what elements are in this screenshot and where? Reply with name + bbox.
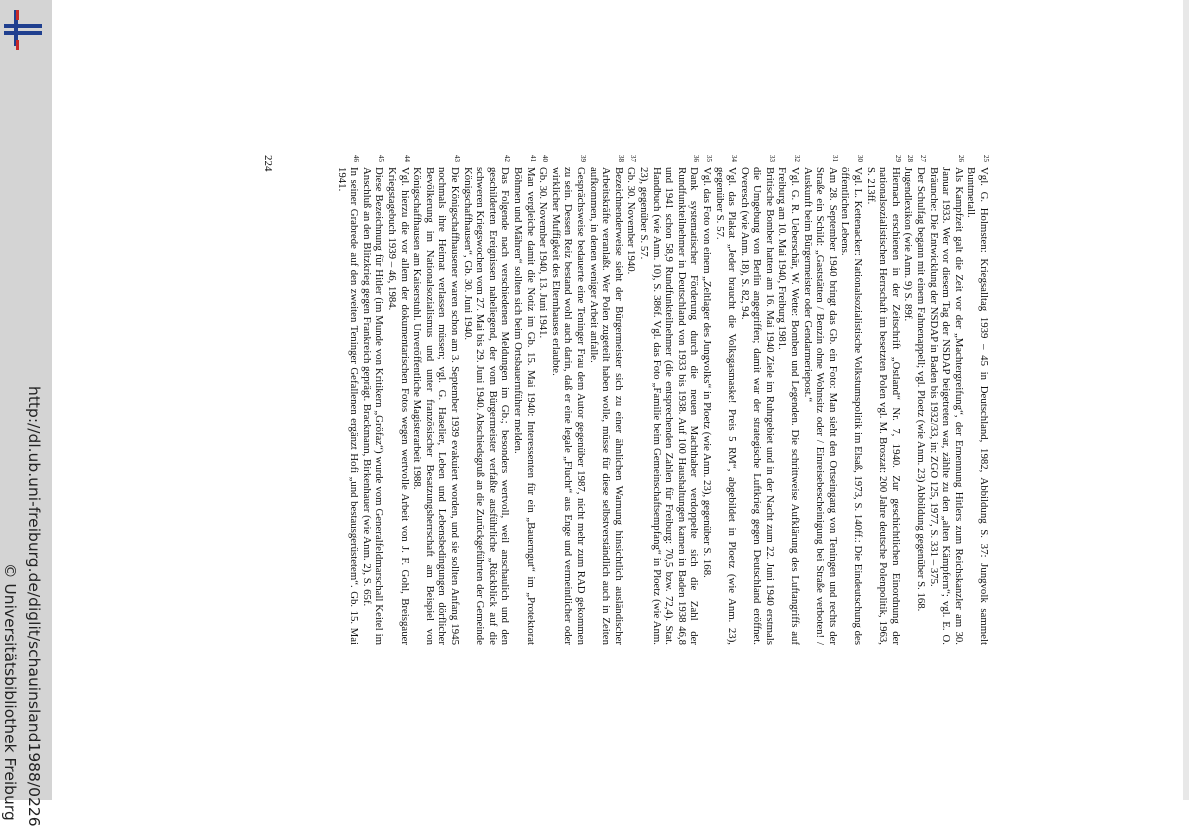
footnote-text: Vgl. hierzu die vor allem der dokumentarischen Fotos wegen wertvolle Arbeit von J. F. Gohl, Breisgauer Kriegstagebuch 1939 – 46, 1984. xyxy=(386,167,411,645)
footnote xyxy=(335,155,360,645)
footnote-text: Der Schulfag begann mit einem Fahnenappell; vgl. Ploetz (wie Anm. 23) Abbildung gegenüber S. 168. xyxy=(915,167,928,612)
footnote xyxy=(461,155,511,645)
footnote xyxy=(700,155,713,645)
footnote-number: 42 xyxy=(503,155,512,162)
footnote-number: 30 xyxy=(856,155,865,162)
footnote-number: 39 xyxy=(579,155,587,162)
footnote-number: 36 xyxy=(692,155,701,162)
footnote-number: 33 xyxy=(767,155,776,162)
footnote-text: In seiner Grabrede auf den zweiten Teninger Gefallenen ergänzt Hofi „und bestausgerüstetem“. Gb. 15. Mai 1941. xyxy=(335,167,361,645)
footnote-number: 27 xyxy=(919,155,928,162)
footnote-number: 45 xyxy=(377,155,386,162)
footnote-text: Vgl. das Plakat „Jeder braucht die Volksgasmaske! Preis 5 RM“, abgebildet in Ploetz (wie Anm. 23), gegenüber S. 57. xyxy=(713,167,739,645)
footnote-number: 37 xyxy=(629,155,638,162)
footnote xyxy=(360,155,385,645)
footnote-text: Vgl. L. Kettenacker: Nationalsozialistische Volkstumspolitik im Elsaß, 1973, S. 140ff.: Die Eindeutschung des öffentlichen Lebens. xyxy=(839,167,865,645)
footnote-number: 28 xyxy=(906,155,915,162)
copyright-text: © Universitätsbibliothek Freiburg xyxy=(1,563,19,821)
footnote xyxy=(587,155,625,645)
footnote xyxy=(776,155,801,645)
footnote-number: 43 xyxy=(453,155,462,162)
footnote xyxy=(549,155,587,645)
footnote-text: Man vergleiche damit die Notiz im Gb. 15. Mai 1940: Interessenten für ein „Bauerngut“ im „Protektorat Böhmen und Mähren“ sollten sich beim Ortsbauernführer melden. xyxy=(512,167,537,645)
footnote-text: Diese Bezeichnung für Hitler (im Munde von Kritikern „Gröfaz“) wurde vom Generalfeldmarschall Keitel im Anschluß an den Blitzkrieg gegen Frankreich geprägt. Brackmann, Birkenhauer (wie Anm. 2), S. 65f. xyxy=(360,167,386,645)
footnote xyxy=(965,155,990,645)
source-url-text[interactable]: http://dl.ub.uni-freiburg.de/diglit/schauinsland1988/0226 xyxy=(25,386,43,827)
university-library-logo xyxy=(0,4,46,52)
footnote xyxy=(537,155,550,645)
footnote xyxy=(713,155,738,645)
footnote xyxy=(839,155,864,645)
footnote-number: 40 xyxy=(541,155,550,162)
footnote-text: Gesprächsweise bedauerte eine Teninger Frau dem Autor gegenüber 1987, nicht mehr zum RAD gekommen zu sein. Dessen Reiz bestand wohl auch darin, daß er eine legale „Flucht“ aus Enge und vermeintlicher oder wirklicher Muffigkeit des Elternhauses erlaubte. xyxy=(549,167,587,645)
footnote-text: Gb. 30. November 1940, 13. Juni 1941. xyxy=(537,167,550,339)
footnote-text: Vgl. das Foto von einem „Zeltlager des Jungvolks“ in Ploetz (wie Anm. 23), gegenüber S. 168. xyxy=(700,167,713,578)
footnote-number: 32 xyxy=(793,155,802,162)
footnote-text: Das Folgende nach verschiedenen Meldungen im Gb.; besonders wertvoll, weil anschaulich und den geschilderten Ereignissen naheliegend, der vom Bürgermeister verfaßte ausführliche „Rückblick auf die schweren Kriegswochen vom 27. Mai bis 29. Juni 1940. Abschiedsgruß an die Zurückgeführten der Gemeinde Königschaffhausen“, Gb. 30. Juni 1940. xyxy=(461,167,512,645)
footnote xyxy=(511,155,536,645)
footnote xyxy=(864,155,902,645)
footnote xyxy=(738,155,776,645)
footnote-text: Die Königschaffhausener waren schon am 3. September 1939 evakuiert worden, und sie sollten Anfang 1945 nochmals ihre Heimat verlassen müssen; vgl. G. Haselier, Leben und Lebensbedingungen dörflicher Bevölkerung im Nationalsozialismus und unter französischer Besatzungsherrschaft am Beispiel von Königschaffhausen am Kaiserstuhl. Unveröffentliche Magisterarbeit 1988. xyxy=(411,167,462,645)
footnote-number: 29 xyxy=(893,155,902,162)
footnote-text: Jugendlexikon (wie Anm. 9) S. 89f. xyxy=(902,167,915,322)
page-number: 224 xyxy=(262,155,274,172)
footnote-list xyxy=(335,155,990,645)
footnote-text: Vgl. G. Holmsten: Kriegsalltag 1939 – 45 in Deutschland, 1982, Abbildung S. 37: Jungvolk sammelt Buntmetall. xyxy=(965,167,990,645)
footnote-number: 26 xyxy=(956,155,965,162)
footnote-number: 38 xyxy=(616,155,625,162)
footnote-text: Als Kampfzeit galt die Zeit vor der „Machtergreifung“, der Ernennung Hitlers zum Reichskanzler am 30. Januar 1933. Wer vor diesem Tag der NSDAP beigetreten war, zählte zu den „alten Kämpfern“; vgl. E. O. Bräunche: Die Entwicklung der NSDAP in Baden bis 1932/33, in: ZGO 125, 1977, S. 331 – 375. xyxy=(927,167,965,645)
footnote-number: 31 xyxy=(830,155,839,162)
footnote xyxy=(386,155,411,645)
scrollbar-track[interactable] xyxy=(1183,0,1189,800)
footnote-number: 46 xyxy=(352,155,361,162)
footnote-number: 25 xyxy=(982,155,990,162)
footnote-text: Gb. 30. November 1940. xyxy=(625,167,638,275)
footnote xyxy=(625,155,638,645)
footnote-text: Bezeichnenderweise sieht der Bürgermeister sich zu einer ähnlichen Warnung hinsichtlich ausländischer Arbeitskräfte veranlaßt. Wer Polen zugeteilt haben wolle, müsse für diese selbstverständlich auch in Zeiten aufkommen, in denen weniger Arbeit anfalle. xyxy=(587,167,625,645)
footnote-text: Am 28. September 1940 bringt das Gb. ein Foto: Man sieht den Ortseingang von Teningen und rechts der Straße ein Schild: „Gaststätten / Benzin ohne Wohnsitz oder / Einreisebescheinigung bei Straße verboten! / Auskunft beim Bürgermeister oder Gendarmeriepost.“ xyxy=(801,167,839,645)
footnote-text: Britische Bomber hatten am 16. Mai 1940 Ziele im Ruhrgebiet und in der Nacht zum 22. Juni 1940 erstmals die Umgebung von Berlin angegriffen; damit war der strategische Luftkrieg gegen Deutschland eröffnet. Overesch (wie Anm. 18), S. 82, 94. xyxy=(738,167,776,645)
footnote-text: Vgl. G. R. Ueberschär, W. Wette: Bomben und Legenden. Die schrittweise Aufklärung des Luftangriffs auf Freiburg am 10. Mai 1940, Freiburg 1981. xyxy=(776,167,802,645)
footnote-number: 44 xyxy=(402,155,411,162)
footnote xyxy=(902,155,915,645)
sidebar xyxy=(0,0,52,827)
document-page xyxy=(250,155,990,645)
footnote xyxy=(637,155,700,645)
footnote xyxy=(927,155,965,645)
footnote-number: 35 xyxy=(704,155,713,162)
footnote xyxy=(801,155,839,645)
footnote xyxy=(914,155,927,645)
footnote-text: Dank systematischer Förderung durch die neuen Machthaber verdoppelte sich die Zahl der Rundfunkteilnehmer in Deutschland von 1933 bis 1938. Auf 100 Haushaltungen kamen in Baden 1938 46,8 und 1941 schon 58,9 Rundfunkteilnehmer (die entsprechenden Zahlen für Freiburg: 70,5 bzw. 72,4). Stat. Handbuch (wie Anm. 10), S. 386f. Vgl. das Foto „Familie beim Gemeinschaftsempfang“ in Ploetz (wie Anm. 23), gegenüber S. 57. xyxy=(637,167,701,645)
footnote-number: 41 xyxy=(528,155,537,162)
footnote-text: Hiernach erschienen in der Zeitschrift „Ostland“ Nr. 7, 1940. Zur geschichtlichen Einordnung der nationalsozialistischen Herrschaft im besetzten Polen vgl. M. Broszat: 200 Jahre deutsche Polenpolitik, 1963, S. 213ff. xyxy=(864,167,902,645)
footnote xyxy=(411,155,461,645)
footnote-number: 34 xyxy=(730,155,739,162)
